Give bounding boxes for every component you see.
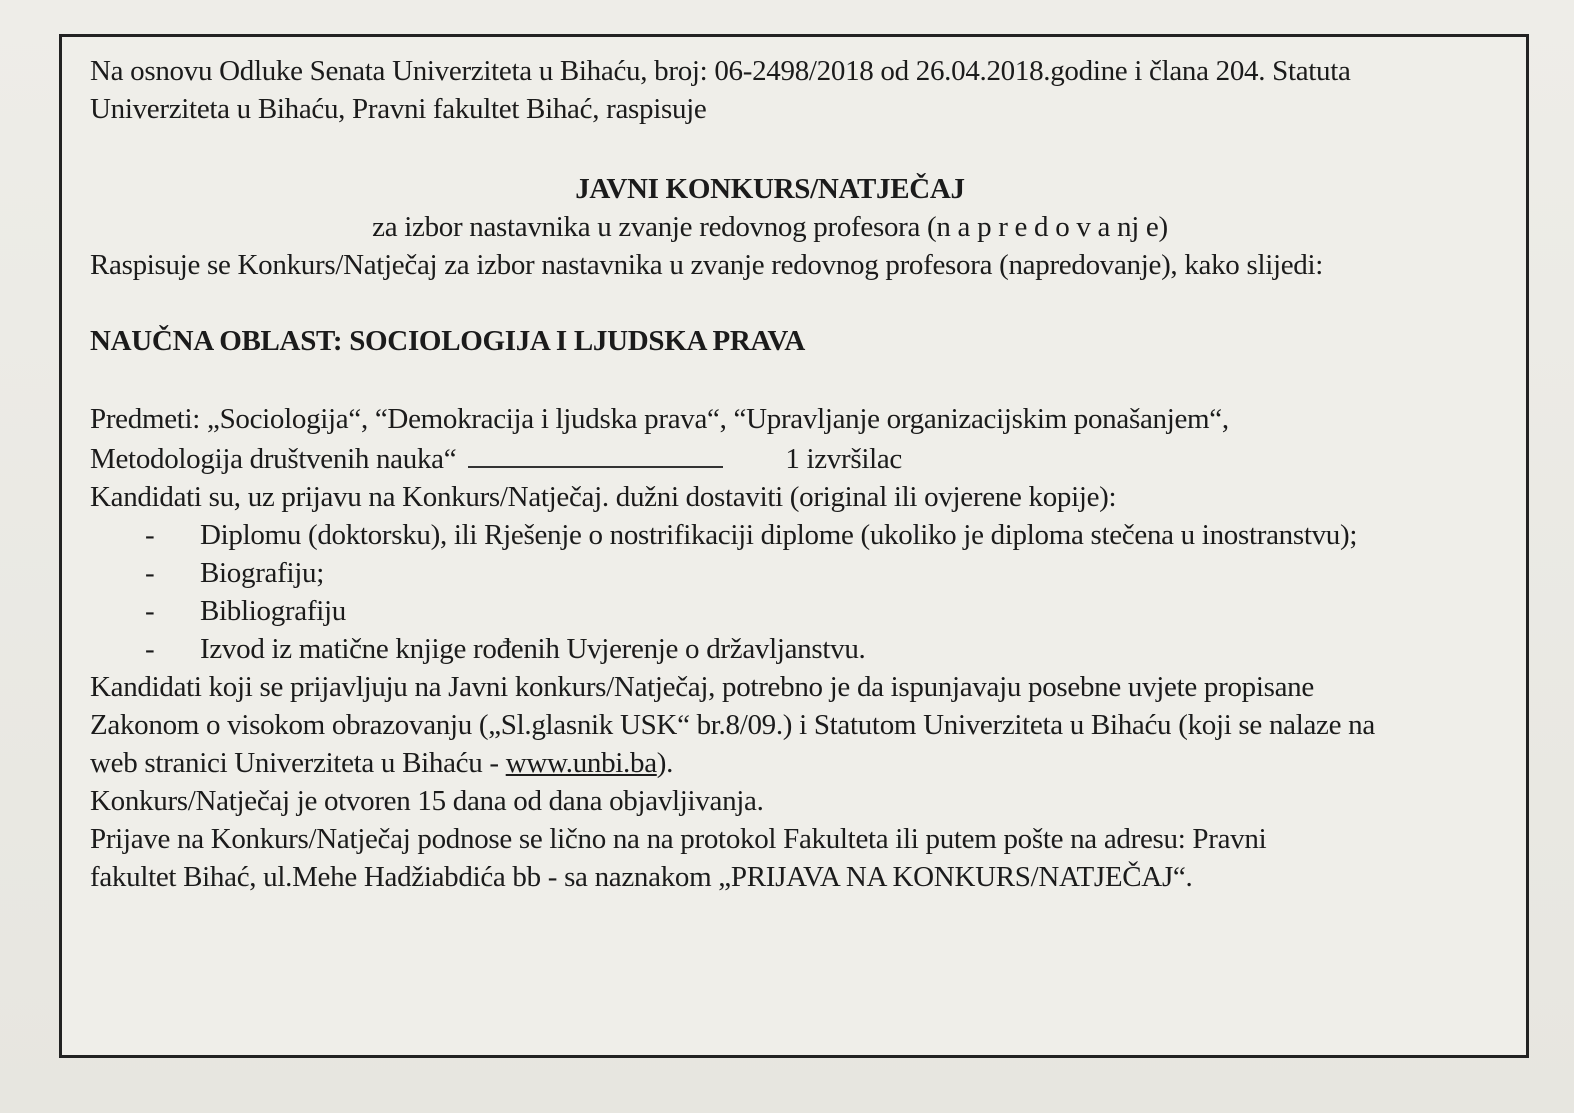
list-item: [90, 554, 1510, 592]
submission-paragraph: Prijave na Konkurs/Natječaj podnose se lično na na protokol Fakulteta ili putem pošte na adresu: Pravni fakultet Bihać, ul.Mehe Hadžiabdića bb - sa naznakom „PRIJAVA NA KONKURS/NATJEČAJ“.: [90, 823, 1267, 893]
list-item: [90, 592, 1510, 630]
subjects-last: Metodologija društvenih nauka“: [90, 443, 457, 475]
announcement-content: [90, 52, 1510, 896]
list-item: [90, 516, 1510, 554]
list-item-text: Bibliografiju: [200, 595, 346, 627]
announcement-subtitle: za izbor nastavnika u zvanje redovnog profesora (n a p r e d o v a nj e): [372, 211, 1168, 243]
blank-underline: [468, 438, 723, 468]
announcement-title: JAVNI KONKURS/NATJEČAJ: [575, 173, 965, 205]
list-bullet: -: [145, 595, 155, 627]
field-heading: NAUČNA OBLAST: SOCIOLOGIJA I LJUDSKA PRAVA: [90, 325, 805, 357]
intro-paragraph: Na osnovu Odluke Senata Univerziteta u Bihaću, broj: 06-2498/2018 od 26.04.2018.godine i člana 204. Statuta Univerziteta u Bihaću, Pravni fakultet Bihać, raspisuje: [90, 55, 1351, 125]
list-bullet: -: [145, 633, 155, 665]
list-item-text: Biografiju;: [200, 557, 324, 589]
documents-intro: Kandidati su, uz prijavu na Konkurs/Natječaj. dužni dostaviti (original ili ovjerene kopije):: [90, 481, 1117, 513]
requirements-paragraph: [90, 668, 1510, 782]
subjects-line-2: [90, 438, 1510, 478]
website-link[interactable]: www.unbi.ba: [505, 747, 657, 779]
list-item: [90, 630, 1510, 668]
positions-count: 1 izvršilac: [785, 443, 902, 475]
deadline-paragraph: Konkurs/Natječaj je otvoren 15 dana od dana objavljivanja.: [90, 785, 764, 817]
documents-list: [90, 516, 1510, 668]
list-item-text: Izvod iz matične knjige rođenih Uvjerenje o državljanstvu.: [200, 633, 866, 665]
requirements-text: Kandidati koji se prijavljuju na Javni konkurs/Natječaj, potrebno je da ispunjavaju posebne uvjete propisane Zakonom o visokom obrazovanju („Sl.glasnik USK“ br.8/09.) i Statutom Univerziteta u Bihaću (koji se nalaze na web stranici Univerziteta u Bihaću -: [90, 671, 1375, 779]
requirements-end: ).: [656, 747, 674, 779]
raspisuje-paragraph: Raspisuje se Konkurs/Natječaj za izbor nastavnika u zvanje redovnog profesora (napredovanje), kako slijedi:: [90, 249, 1323, 281]
subjects-line: Predmeti: „Sociologija“, “Demokracija i ljudska prava“, “Upravljanje organizacijskim ponašanjem“,: [90, 403, 1229, 435]
list-bullet: -: [145, 557, 155, 589]
list-bullet: -: [145, 519, 155, 551]
list-item-text: Diplomu (doktorsku), ili Rješenje o nostrifikaciji diplome (ukoliko je diploma stečena u inostranstvu);: [200, 519, 1358, 551]
